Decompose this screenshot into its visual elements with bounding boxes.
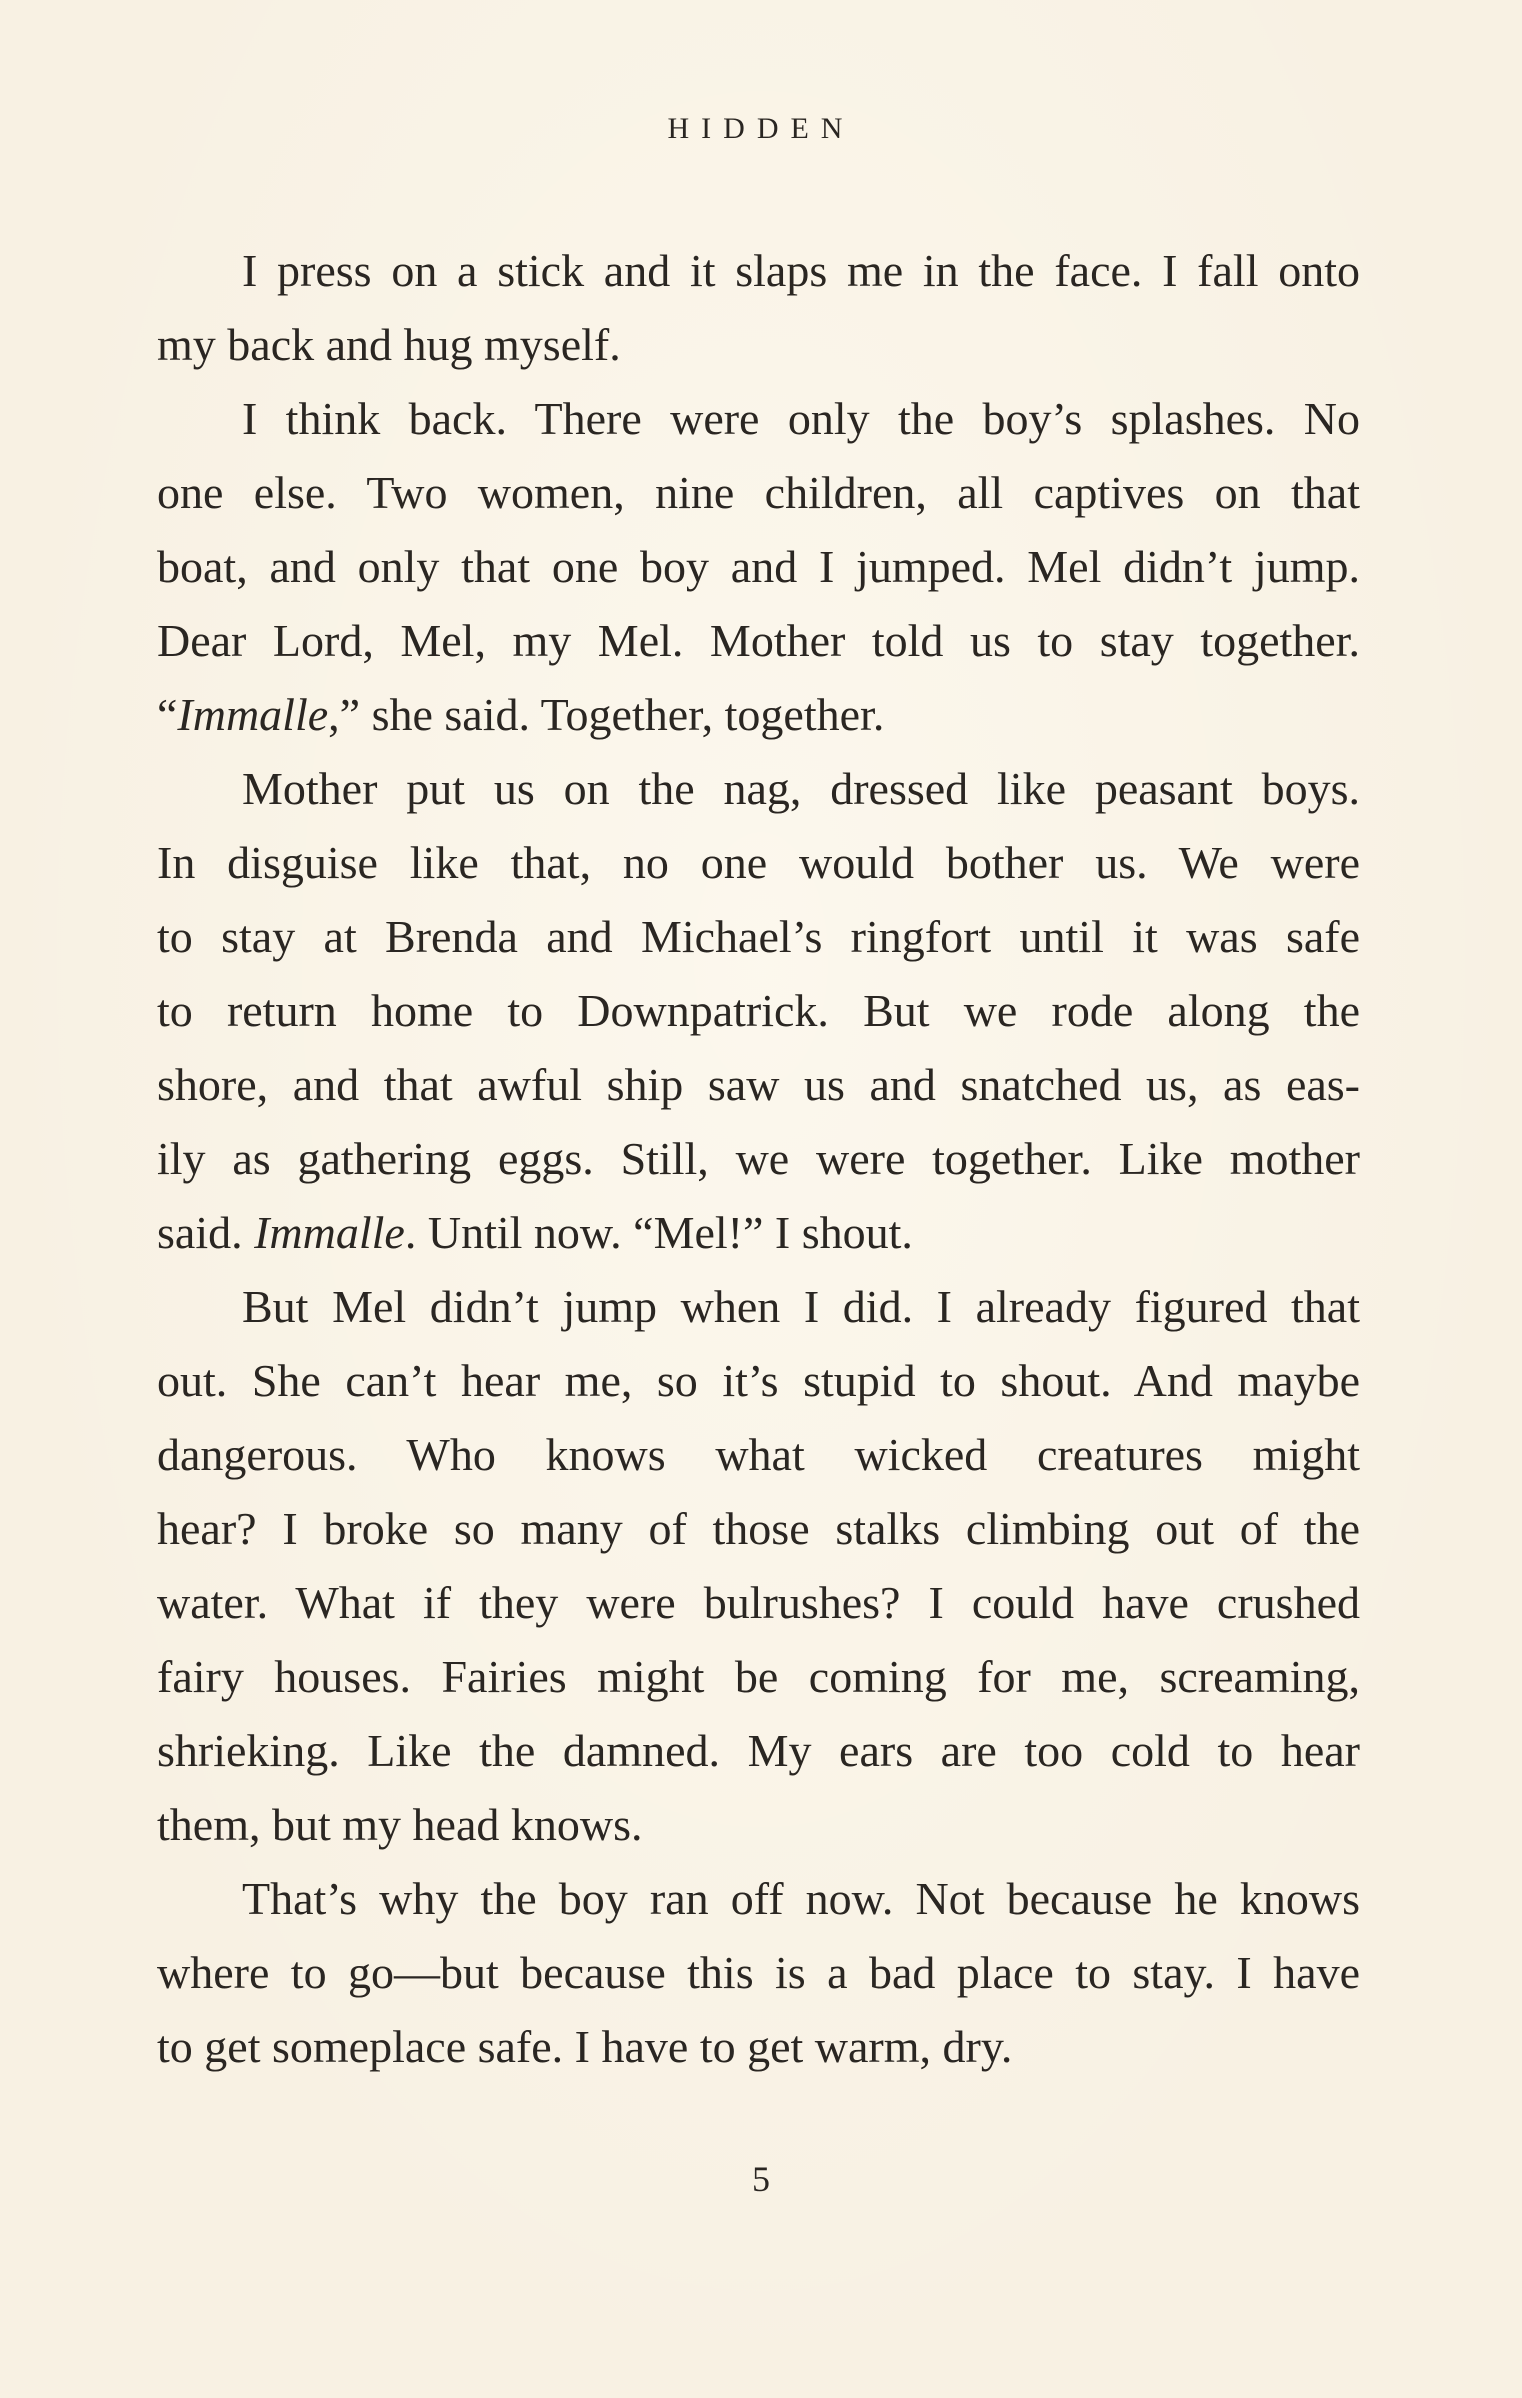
running-head: HIDDEN — [667, 112, 855, 145]
italic-word: Immalle — [254, 1207, 405, 1258]
text-line: where to go—but because this is a bad place to stay. I have — [157, 1947, 1360, 1998]
text-line: shrieking. Like the damned. My ears are too cold to hear — [157, 1725, 1360, 1776]
text-line: Mother put us on the nag, dressed like peasant boys. — [242, 763, 1360, 814]
text-line: my back and hug myself. — [157, 319, 621, 370]
text-line: to get someplace safe. I have to get warm, dry. — [157, 2021, 1013, 2072]
text-line: fairy houses. Fairies might be coming for me, screaming, — [157, 1651, 1360, 1702]
text-line: to return home to Downpatrick. But we rode along the — [157, 985, 1360, 1036]
page-number: 5 — [752, 2159, 770, 2199]
text-line: In disguise like that, no one would bother us. We were — [157, 837, 1360, 888]
italic-quote-line: “Immalle,” she said. Together, together. — [157, 689, 885, 740]
text-line: I press on a stick and it slaps me in the face. I fall onto — [242, 245, 1360, 296]
text-line: Dear Lord, Mel, my Mel. Mother told us to stay together. — [157, 615, 1360, 666]
text-line: water. What if they were bulrushes? I could have crushed — [157, 1577, 1360, 1628]
text-line: I think back. There were only the boy’s splashes. No — [242, 393, 1360, 444]
text-line: shore, and that awful ship saw us and snatched us, as eas- — [157, 1059, 1360, 1110]
text-line: them, but my head knows. — [157, 1799, 643, 1850]
text-line — [157, 1196, 1360, 1270]
text-line: But Mel didn’t jump when I did. I already figured that — [242, 1281, 1360, 1332]
text-line: That’s why the boy ran off now. Not because he knows — [242, 1873, 1360, 1924]
text-line: out. She can’t hear me, so it’s stupid to shout. And maybe — [157, 1355, 1360, 1406]
text-line: ily as gathering eggs. Still, we were together. Like mother — [157, 1133, 1360, 1184]
body-text — [157, 234, 1360, 2084]
italic-word: Immalle — [177, 689, 329, 740]
text-line: dangerous. Who knows what wicked creatures might — [157, 1429, 1360, 1480]
text-line: hear? I broke so many of those stalks climbing out of the — [157, 1503, 1360, 1554]
italic-quote-line: said. Immalle. Until now. “Mel!” I shout. — [157, 1207, 913, 1258]
text-line: one else. Two women, nine children, all captives on that — [157, 467, 1360, 518]
text-line: to stay at Brenda and Michael’s ringfort until it was safe — [157, 911, 1360, 962]
text-line: boat, and only that one boy and I jumped. Mel didn’t jump. — [157, 541, 1360, 592]
text-line — [157, 678, 1360, 752]
